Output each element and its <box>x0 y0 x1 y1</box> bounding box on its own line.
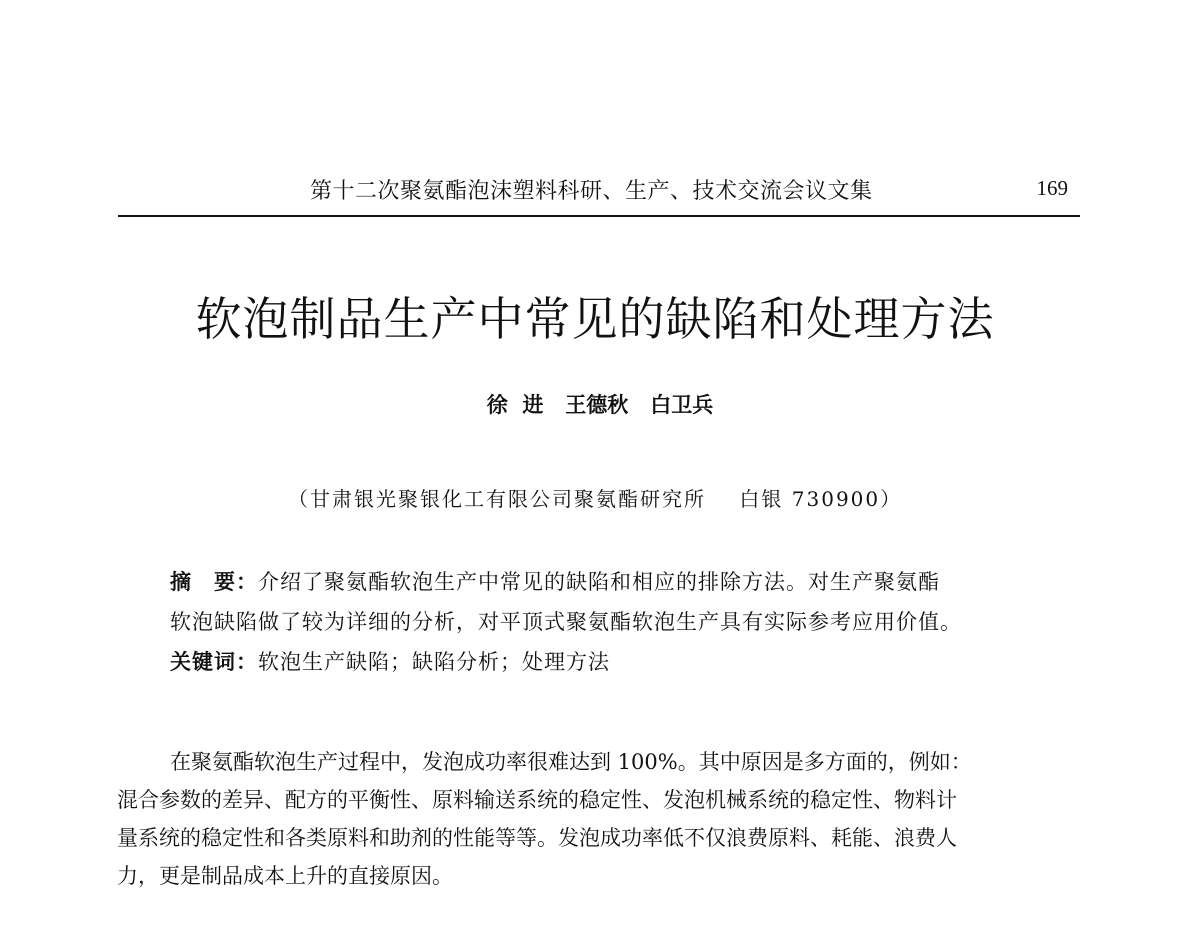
body-line: 混合参数的差异、配方的平衡性、原料输送系统的稳定性、发泡机械系统的稳定性、物料计 <box>117 788 957 812</box>
keywords-text: 软泡生产缺陷；缺陷分析；处理方法 <box>258 650 610 674</box>
running-title: 第十二次聚氨酯泡沫塑料科研、生产、技术交流会议文集 <box>310 179 873 204</box>
running-header <box>118 172 1080 212</box>
abstract-text: 软泡缺陷做了较为详细的分析，对平顶式聚氨酯软泡生产具有实际参考应用价值。 <box>170 610 962 634</box>
abstract-block <box>170 567 1050 687</box>
abstract-line <box>170 607 1050 647</box>
abstract-text: 介绍了聚氨酯软泡生产中常见的缺陷和相应的排除方法。对生产聚氨酯 <box>258 570 940 594</box>
body-paragraph <box>117 746 1079 898</box>
authors: 徐 进 王德秋 白卫兵 <box>486 393 714 417</box>
abstract-label: 摘 要： <box>170 570 258 594</box>
header-rule <box>118 215 1080 217</box>
keywords-label: 关键词： <box>170 650 258 674</box>
affiliation: （甘肃银光聚银化工有限公司聚氨酯研究所 白银 730900） <box>288 487 903 511</box>
keywords-line <box>170 647 1050 687</box>
body-line: 力，更是制品成本上升的直接原因。 <box>117 864 453 888</box>
body-line: 量系统的稳定性和各类原料和助剂的性能等等。发泡成功率低不仅浪费原料、耗能、浪费人 <box>117 826 957 850</box>
paper-title: 软泡制品生产中常见的缺陷和处理方法 <box>195 292 995 346</box>
body-line: 在聚氨酯软泡生产过程中，发泡成功率很难达到 100%。其中原因是多方面的，例如： <box>170 750 972 774</box>
abstract-line <box>170 567 1050 607</box>
page-number: 169 <box>1036 176 1068 200</box>
